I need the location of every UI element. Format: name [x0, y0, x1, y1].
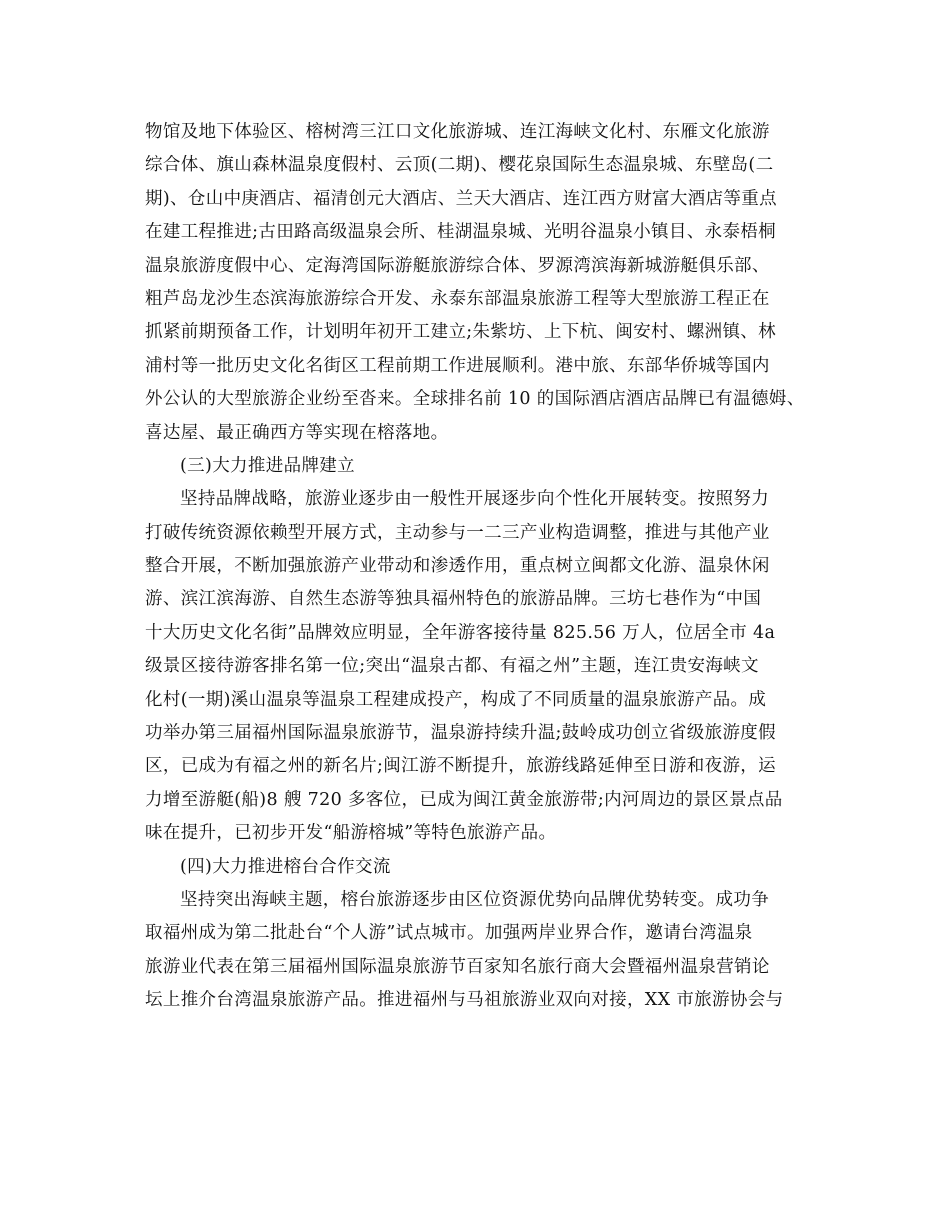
text-line: 十大历史文化名街”品牌效应明显，全年游客接待量 825.56 万人，位居全市 4a	[145, 622, 776, 643]
paragraph-first-line: 坚持突出海峡主题，榕台旅游逐步由区位资源优势向品牌优势转变。成功争	[180, 889, 770, 910]
text-line: 游、滨江滨海游、自然生态游等独具福州特色的旅游品牌。三坊七巷作为“中国	[145, 589, 762, 610]
text-line: 旅游业代表在第三届福州国际温泉旅游节百家知名旅行商大会暨福州温泉营销论	[145, 956, 770, 977]
text-line: 整合开展，不断加强旅游产业带动和渗透作用，重点树立闽都文化游、温泉休闲	[145, 556, 770, 577]
section-heading: (三)大力推进品牌建立	[180, 455, 356, 476]
text-line: 味在提升，已初步开发“船游榕城”等特色旅游产品。	[145, 823, 557, 844]
text-line: 取福州成为第二批赴台“个人游”试点城市。加强两岸业界合作，邀请台湾温泉	[145, 923, 753, 944]
text-line: 物馆及地下体验区、榕树湾三江口文化旅游城、连江海峡文化村、东雁文化旅游	[145, 122, 770, 142]
text-line: 综合体、旗山森林温泉度假村、云顶(二期)、樱花泉国际生态温泉城、东壁岛(二	[145, 155, 774, 176]
text-line: 坛上推介台湾温泉旅游产品。推进福州与马祖旅游业双向对接，XX 市旅游协会与	[145, 990, 784, 1011]
text-line: 浦村等一批历史文化名街区工程前期工作进展顺利。港中旅、东部华侨城等国内	[145, 355, 770, 376]
text-line: 粗芦岛龙沙生态滨海旅游综合开发、永泰东部温泉旅游工程等大型旅游工程正在	[145, 288, 770, 309]
text-line: 化村(一期)溪山温泉等温泉工程建成投产，构成了不同质量的温泉旅游产品。成	[145, 689, 767, 710]
text-line: 外公认的大型旅游企业纷至沓来。全球排名前 10 的国际酒店酒店品牌已有温德姆、	[145, 389, 805, 410]
document-body	[145, 116, 817, 1018]
text-line: 喜达屋、最正确西方等实现在榕落地。	[145, 422, 449, 443]
text-line: 功举办第三届福州国际温泉旅游节，温泉游持续升温;鼓岭成功创立省级旅游度假	[145, 723, 776, 744]
section-heading: (四)大力推进榕台合作交流	[180, 856, 391, 877]
text-line: 在建工程推进;古田路高级温泉会所、桂湖温泉城、光明谷温泉小镇目、永泰梧桐	[145, 222, 776, 243]
text-line: 区，已成为有福之州的新名片;闽江游不断提升，旅游线路延伸至日游和夜游，运	[145, 756, 776, 777]
text-line: 级景区接待游客排名第一位;突出“温泉古都、有福之州”主题，连江贵安海峡文	[145, 656, 759, 677]
text-line: 期)、仓山中庚酒店、福清创元大酒店、兰天大酒店、连江西方财富大酒店等重点	[145, 188, 777, 209]
text-line: 抓紧前期预备工作，计划明年初开工建立;朱紫坊、上下杭、闽安村、螺洲镇、林	[145, 322, 776, 343]
text-line: 打破传统资源依赖型开展方式，主动参与一二三产业构造调整，推进与其他产业	[145, 522, 770, 543]
text-line: 力增至游艇(船)8 艘 720 多客位，已成为闽江黄金旅游带;内河周边的景区景点品	[145, 789, 783, 810]
paragraph-first-line: 坚持品牌战略，旅游业逐步由一般性开展逐步向个性化开展转变。按照努力	[180, 489, 770, 510]
text-line: 温泉旅游度假中心、定海湾国际游艇旅游综合体、罗源湾滨海新城游艇俱乐部、	[145, 255, 770, 276]
